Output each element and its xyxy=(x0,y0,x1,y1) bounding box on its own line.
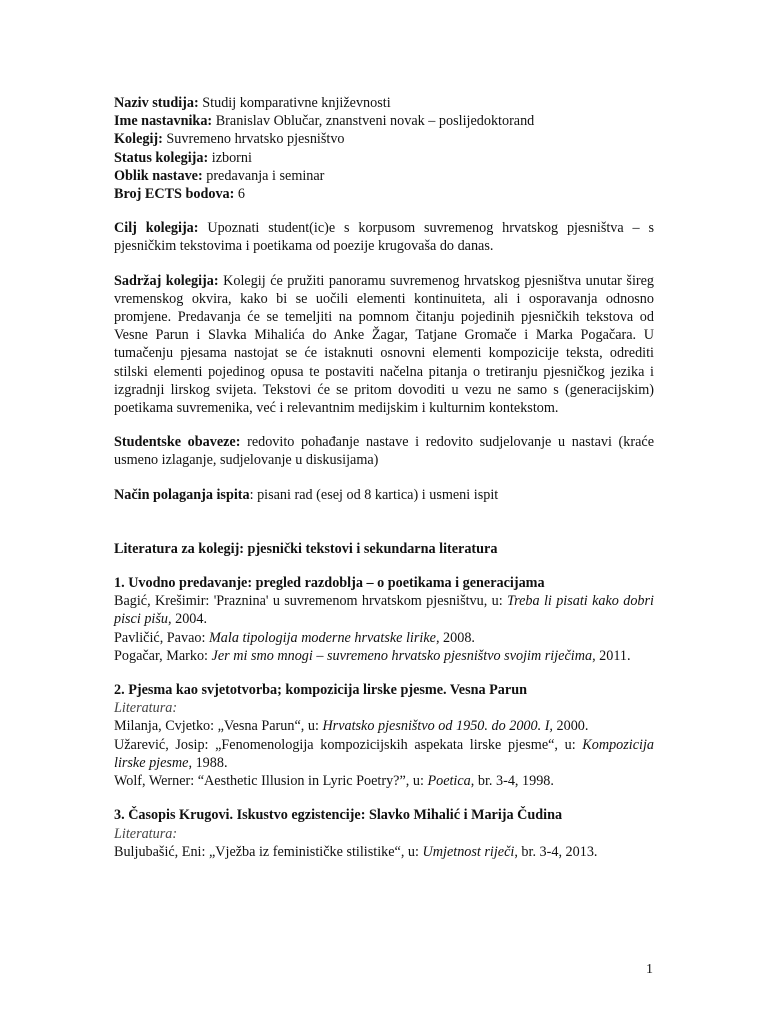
obligations-label: Studentske obaveze: xyxy=(114,434,241,451)
ref-title: Treba li pisati kako dobri pisci pišu xyxy=(114,593,654,628)
reference-entry xyxy=(114,736,654,772)
exam-label: Način polaganja ispita xyxy=(114,486,250,503)
literature-section xyxy=(114,574,654,665)
course-goal xyxy=(114,219,654,255)
meta-label: Kolegij: xyxy=(114,131,163,148)
ref-title: Poetica xyxy=(427,773,471,790)
meta-line xyxy=(114,130,654,148)
literature-section xyxy=(114,681,654,790)
ref-text: Pavličić, Pavao: xyxy=(114,629,209,646)
ref-text: Wolf, Werner: “Aesthetic Illusion in Lyric Poetry?”, u: xyxy=(114,773,428,790)
ref-text: , 1988. xyxy=(188,754,228,771)
ref-text: Užarević, Josip: „Fenomenologija kompozicijskih aspekata lirske pjesme“, u: xyxy=(114,736,583,753)
page-number: 1 xyxy=(646,962,653,977)
meta-line xyxy=(114,112,654,130)
document-page xyxy=(114,94,654,861)
course-meta xyxy=(114,94,654,203)
ref-text: , br. 3-4, 2013. xyxy=(514,843,598,860)
meta-value: predavanja i seminar xyxy=(202,167,325,184)
ref-title: Kompozicija lirske pjesme xyxy=(114,736,654,771)
goal-label: Cilj kolegija: xyxy=(114,220,199,237)
reference-entry xyxy=(114,843,654,861)
ref-title: Hrvatsko pjesništvo od 1950. do 2000. I, xyxy=(322,718,553,735)
reference-entry xyxy=(114,717,654,735)
content-text: Kolegij će pružiti panoramu suvremenog hrvatskog pjesništva unutar šireg vremenskog okvira, kako bi se uočili elementi kontinuiteta, ali i osporavanja odnosno promjene. Predavanja će se temeljiti na pomnom čitanju pojedinih pjesničkih tekstova od Vesne Parun i Slavka Mihalića do Anke Žagar, Tatjane Gromače i Marka Pogačara. U tumačenju pjesama nastojat se će istaknuti osnovni elementi kompozicije teksta, odrediti stilski elementi pojedinog opusa te postaviti načelna pitanja o tretiranju pjesničkog jezika i izgradnji lirskog svijeta. Tekstovi će se pritom dovoditi u vezu ne samo s (generacijskim) poetikama suvremenika, već i relevantnim medijskim i kulturnim kontekstom. xyxy=(114,272,654,417)
meta-label: Ime nastavnika: xyxy=(114,113,213,130)
exam-method xyxy=(114,486,654,504)
meta-label: Oblik nastave: xyxy=(114,167,203,184)
ref-text: Milanja, Cvjetko: „Vesna Parun“, u: xyxy=(114,718,323,735)
section-title: 2. Pjesma kao svjetotvorba; kompozicija lirske pjesme. Vesna Parun xyxy=(114,682,527,699)
meta-line xyxy=(114,185,654,203)
meta-value: Branislav Oblučar, znanstveni novak – poslijedoktorand xyxy=(212,113,535,130)
meta-label: Status kolegija: xyxy=(114,149,209,166)
ref-text: , br. 3-4, 1998. xyxy=(470,773,554,790)
ref-text: , 2011. xyxy=(592,647,631,664)
goal-text: Upoznati student(ic)e s korpusom suvremenog hrvatskog pjesništva – s pjesničkim tekstovima i poetikama od poezije krugovaša do danas. xyxy=(114,220,654,255)
meta-line xyxy=(114,149,654,167)
meta-value: Suvremeno hrvatsko pjesništvo xyxy=(162,131,345,148)
meta-value: izborni xyxy=(208,149,252,166)
meta-value: Studij komparativne književnosti xyxy=(198,95,391,111)
ref-title: Mala tipologija moderne hrvatske lirike xyxy=(208,629,436,646)
ref-text: Pogačar, Marko: xyxy=(114,647,212,664)
literature-section xyxy=(114,806,654,861)
reference-entry xyxy=(114,647,654,665)
section-title: 3. Časopis Krugovi. Iskustvo egzistencije: Slavko Mihalić i Marija Čudina xyxy=(114,807,563,824)
meta-line xyxy=(114,94,654,112)
meta-line xyxy=(114,167,654,185)
ref-text: , 2004. xyxy=(168,611,208,628)
ref-text: Buljubašić, Eni: „Vježba iz feminističke stilistike“, u: xyxy=(114,843,423,860)
reference-entry xyxy=(114,592,654,628)
ref-title: Jer mi smo mnogi – suvremeno hrvatsko pjesništvo svojim riječima xyxy=(211,647,593,664)
student-obligations xyxy=(114,433,654,469)
ref-title: Umjetnost riječi xyxy=(422,843,515,860)
meta-label: Broj ECTS bodova: xyxy=(114,186,235,203)
obligations-text: redovito pohađanje nastave i redovito sudjelovanje u nastavi (kraće usmeno izlaganje, sudjelovanje u diskusijama) xyxy=(114,434,654,469)
meta-label: Naziv studija: xyxy=(114,95,199,111)
meta-value: 6 xyxy=(234,186,245,203)
ref-text: , 2008. xyxy=(435,629,475,646)
ref-text: Bagić, Krešimir: 'Praznina' u suvremenom hrvatskom pjesništvu, u: xyxy=(114,593,508,610)
exam-text: : pisani rad (esej od 8 kartica) i usmeni ispit xyxy=(249,486,499,503)
ref-text: 2000. xyxy=(552,718,589,735)
course-content xyxy=(114,272,654,418)
reference-entry xyxy=(114,772,654,790)
literature-label: Literatura: xyxy=(114,825,178,842)
literature-heading: Literatura za kolegij: pjesnički tekstovi i sekundarna literatura xyxy=(114,540,498,557)
content-label: Sadržaj kolegija: xyxy=(114,272,219,289)
reference-entry xyxy=(114,629,654,647)
literature-label: Literatura: xyxy=(114,700,178,717)
section-title: 1. Uvodno predavanje: pregled razdoblja – o poetikama i generacijama xyxy=(114,575,545,592)
